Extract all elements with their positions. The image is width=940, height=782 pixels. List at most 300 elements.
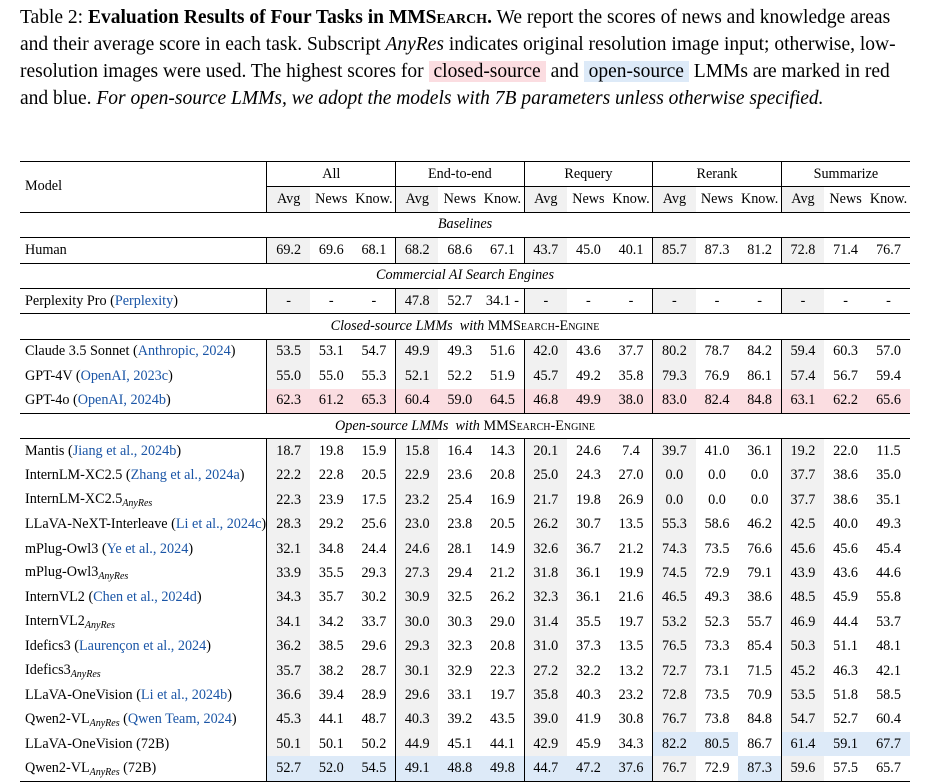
- table-row: [20, 364, 910, 388]
- table-row: [20, 732, 910, 756]
- score-cell: 45.7: [524, 364, 567, 388]
- subcol-header: Know.: [353, 187, 396, 212]
- score-cell: 80.5: [696, 732, 739, 756]
- model-name-text: Perplexity Pro: [25, 292, 107, 309]
- table-caption: [20, 4, 920, 112]
- model-name: [20, 659, 267, 683]
- score-cell: 53.2: [653, 610, 696, 634]
- score-cell: 78.7: [696, 339, 739, 364]
- score-cell: 40.0: [833, 516, 858, 533]
- model-header: Model: [20, 162, 267, 213]
- score-cell: 76.6: [747, 540, 773, 557]
- score-cell: 45.6: [781, 537, 824, 561]
- caption-text-3: and: [545, 61, 584, 82]
- score-cell: 38.2: [318, 662, 344, 679]
- model-name-text: Qwen2-VL: [25, 759, 90, 776]
- group-header-summarize: Summarize: [781, 162, 910, 187]
- model-name-text: LLaVA-OneVision: [25, 686, 133, 703]
- score-cell: 29.0: [490, 613, 515, 630]
- score-cell: 52.7: [833, 711, 858, 728]
- score-cell: 0.0: [653, 464, 696, 488]
- score-cell: 73.1: [704, 662, 730, 679]
- score-cell: 35.5: [318, 564, 344, 581]
- score-cell: 33.7: [361, 613, 387, 630]
- score-cell: 67.1: [481, 238, 524, 263]
- score-cell: 45.9: [833, 589, 858, 606]
- table-row: [20, 389, 910, 414]
- score-cell: 84.8: [747, 711, 773, 728]
- table-row: [20, 464, 910, 488]
- score-cell: 23.2: [618, 686, 644, 703]
- score-cell: 20.8: [490, 638, 515, 655]
- score-cell: 68.1: [353, 238, 396, 263]
- score-cell: 20.5: [490, 516, 515, 533]
- score-cell: 72.9: [696, 756, 739, 781]
- score-cell: 53.7: [876, 613, 901, 630]
- score-cell: 43.7: [524, 238, 567, 263]
- score-cell: 47.8: [396, 288, 439, 313]
- score-cell: 76.7: [653, 708, 696, 732]
- model-subscript: AnyRes: [84, 620, 115, 632]
- score-cell: 81.2: [738, 238, 781, 263]
- score-cell: 86.7: [747, 735, 773, 752]
- score-cell: 19.8: [310, 439, 353, 464]
- citation-link: Chen et al., 2024d: [93, 589, 197, 606]
- subcol-header: News: [824, 187, 867, 212]
- score-cell: 39.0: [524, 708, 567, 732]
- score-cell: 15.9: [353, 439, 396, 464]
- score-cell: 73.5: [704, 686, 730, 703]
- section-title-text: Closed-source LMMs: [330, 318, 453, 335]
- subcol-header: Avg: [524, 187, 567, 212]
- score-cell: 51.1: [833, 638, 858, 655]
- model-suffix: (72B): [119, 759, 157, 776]
- score-cell: 28.3: [267, 512, 310, 536]
- table-row: [20, 288, 910, 313]
- suffix-engine-sc: ngine: [568, 318, 600, 335]
- table-row: [20, 488, 910, 512]
- group-header-requery: Requery: [524, 162, 653, 187]
- score-cell: 34.8: [318, 540, 344, 557]
- score-cell: 11.5: [867, 439, 910, 464]
- score-cell: 55.0: [318, 367, 344, 384]
- score-cell: 33.1: [447, 686, 473, 703]
- score-cell: 23.2: [396, 488, 439, 512]
- score-cell: 27.2: [524, 659, 567, 683]
- score-cell: 38.5: [318, 638, 344, 655]
- model-name-text: LLaVA-OneVision (72B): [25, 735, 170, 752]
- score-cell: 35.5: [576, 613, 601, 630]
- score-cell: 79.1: [747, 564, 773, 581]
- score-cell: 43.9: [781, 561, 824, 585]
- score-cell: 32.9: [447, 662, 473, 679]
- score-cell: 38.6: [833, 467, 858, 484]
- score-cell: 34.3: [267, 586, 310, 610]
- score-cell: 45.0: [567, 238, 610, 263]
- score-cell: 68.2: [396, 238, 439, 263]
- model-name: $Qwen2-VL_{AnyRes}$ (Qwen Team, 2024): [25, 710, 237, 729]
- score-cell: 24.3: [576, 467, 601, 484]
- score-cell: 53.5: [267, 339, 310, 364]
- score-cell: 87.3: [738, 756, 781, 781]
- score-cell: 48.7: [361, 711, 387, 728]
- score-cell: 16.9: [490, 491, 515, 508]
- score-cell: 49.3: [876, 516, 901, 533]
- score-cell: -: [353, 288, 396, 313]
- model-name: Mantis (Jiang et al., 2024b): [20, 439, 267, 464]
- score-cell: 20.8: [490, 467, 515, 484]
- score-cell: 41.0: [696, 439, 739, 464]
- score-cell: 62.2: [824, 389, 867, 414]
- score-cell: 14.3: [481, 439, 524, 464]
- score-cell: 17.5: [361, 491, 387, 508]
- score-cell: -: [524, 288, 567, 313]
- score-cell: 51.9: [490, 367, 515, 384]
- score-cell: 55.3: [361, 367, 387, 384]
- score-cell: 18.7: [267, 439, 310, 464]
- subcol-header: Know.: [867, 187, 910, 212]
- score-cell: 31.8: [524, 561, 567, 585]
- score-cell: 34.1: [267, 610, 310, 634]
- score-cell: 72.8: [653, 683, 696, 707]
- score-cell: 15.8: [396, 439, 439, 464]
- score-cell: -: [824, 288, 867, 313]
- score-cell: 72.7: [653, 659, 696, 683]
- table-row: [20, 339, 910, 364]
- score-cell: 19.2: [781, 439, 824, 464]
- closed-source-highlight: closed-source: [429, 61, 546, 82]
- score-cell: 49.1: [396, 756, 439, 781]
- score-cell: 28.9: [361, 686, 387, 703]
- score-cell: 48.5: [781, 586, 824, 610]
- subcol-header: Avg: [396, 187, 439, 212]
- score-cell: -: [867, 288, 910, 313]
- score-cell: 35.1: [876, 491, 901, 508]
- score-cell: 74.5: [653, 561, 696, 585]
- score-cell: 0.0: [653, 488, 696, 512]
- model-name: GPT-4V (OpenAI, 2023c): [25, 367, 173, 384]
- model-subscript: AnyRes: [98, 571, 129, 583]
- score-cell: 30.2: [361, 589, 387, 606]
- subcol-header: Avg: [653, 187, 696, 212]
- score-cell: 42.9: [524, 732, 567, 756]
- score-cell: 49.2: [576, 367, 601, 384]
- model-name-text: LLaVA-NeXT-Interleave: [25, 516, 168, 533]
- score-cell: 31.4: [524, 610, 567, 634]
- score-cell: 55.0: [267, 364, 310, 388]
- score-cell: 46.9: [781, 610, 824, 634]
- score-cell: 53.1: [310, 339, 353, 364]
- score-cell: 50.1: [267, 732, 310, 756]
- score-cell: 52.1: [396, 364, 439, 388]
- score-cell: 59.4: [876, 367, 901, 384]
- score-cell: 54.5: [353, 756, 396, 781]
- model-name: [20, 488, 267, 512]
- score-cell: 49.8: [481, 756, 524, 781]
- score-cell: 22.0: [824, 439, 867, 464]
- subcol-header: Avg: [267, 187, 310, 212]
- score-cell: 62.3: [267, 389, 310, 414]
- table-row: [20, 238, 910, 263]
- score-cell: 80.2: [653, 339, 696, 364]
- score-cell: 25.6: [361, 516, 387, 533]
- score-cell: 37.7: [781, 488, 824, 512]
- model-name: [20, 756, 267, 781]
- score-cell: 21.2: [618, 540, 644, 557]
- score-cell: 74.3: [653, 537, 696, 561]
- citation-link: OpenAI, 2023c: [80, 367, 169, 384]
- score-cell: 35.0: [876, 467, 901, 484]
- score-cell: 0.0: [708, 491, 726, 508]
- score-cell: 44.6: [876, 564, 901, 581]
- score-cell: 22.9: [396, 464, 439, 488]
- score-cell: 45.6: [833, 540, 858, 557]
- score-cell: 30.0: [396, 610, 439, 634]
- model-name-text: GPT-4V: [25, 367, 73, 384]
- score-cell: 76.5: [653, 634, 696, 658]
- score-cell: 45.9: [576, 735, 601, 752]
- table-row: [20, 537, 910, 561]
- model-name: [20, 561, 267, 585]
- suffix-mms: MMS: [483, 417, 517, 434]
- subcol-header: Know.: [481, 187, 524, 212]
- score-cell: 65.3: [353, 389, 396, 414]
- score-cell: 57.0: [867, 339, 910, 364]
- score-cell: 71.4: [824, 238, 867, 263]
- score-cell: 50.2: [361, 735, 387, 752]
- score-cell: 13.5: [618, 638, 644, 655]
- score-cell: 28.1: [447, 540, 473, 557]
- score-cell: 45.1: [447, 735, 473, 752]
- table-row: [20, 659, 910, 683]
- table-row: [20, 561, 910, 585]
- score-cell: 69.6: [310, 238, 353, 263]
- score-cell: 85.7: [653, 238, 696, 263]
- score-cell: 52.0: [310, 756, 353, 781]
- score-cell: 58.5: [876, 686, 901, 703]
- model-name-text: InternVL2: [25, 589, 85, 606]
- model-name: mPlug-Owl3 (Ye et al., 2024): [25, 540, 194, 557]
- score-cell: 48.8: [438, 756, 481, 781]
- citation-link: Laurençon et al., 2024: [78, 638, 207, 655]
- citation-link: OpenAI, 2024b: [77, 392, 166, 409]
- score-cell: 38.6: [833, 491, 858, 508]
- score-cell: 21.6: [618, 589, 644, 606]
- section-title: [20, 263, 910, 288]
- score-cell: 84.2: [738, 339, 781, 364]
- model-name-text: Idefics3: [25, 638, 71, 655]
- score-cell: 7.4: [610, 439, 653, 464]
- model-name-text: InternLM-XC2.5: [25, 467, 123, 484]
- score-cell: 32.2: [576, 662, 601, 679]
- score-cell: 59.6: [781, 756, 824, 781]
- score-cell: 60.4: [396, 389, 439, 414]
- score-cell: 43.5: [490, 711, 515, 728]
- score-cell: 36.7: [576, 540, 601, 557]
- score-cell: 0.0: [750, 491, 769, 508]
- model-name-text: mPlug-Owl3: [25, 564, 99, 581]
- subcol-header: News: [438, 187, 481, 212]
- score-cell: 16.4: [438, 439, 481, 464]
- score-cell: 30.8: [618, 711, 644, 728]
- subcol-header: News: [696, 187, 739, 212]
- score-cell: 43.6: [833, 564, 858, 581]
- suffix-search: earch: [516, 417, 551, 434]
- score-cell: 30.3: [447, 613, 473, 630]
- section-title-text: Baselines: [437, 216, 493, 233]
- score-cell: 65.6: [867, 389, 910, 414]
- score-cell: 73.8: [704, 711, 730, 728]
- model-name-text: Mantis: [25, 442, 65, 459]
- score-cell: 83.0: [653, 389, 696, 414]
- score-cell: 25.0: [524, 464, 567, 488]
- score-cell: 32.1: [267, 537, 310, 561]
- score-cell: 38.0: [610, 389, 653, 414]
- score-cell: 57.4: [781, 364, 824, 388]
- score-cell: 67.7: [867, 732, 910, 756]
- score-cell: 23.6: [447, 467, 473, 484]
- score-cell: 72.8: [781, 238, 824, 263]
- model-name: [20, 732, 267, 756]
- section-title-text: Commercial AI Search Engines: [376, 267, 554, 284]
- score-cell: 55.7: [747, 613, 773, 630]
- score-cell: 64.5: [481, 389, 524, 414]
- score-cell: 28.7: [361, 662, 387, 679]
- score-cell: 49.3: [704, 589, 730, 606]
- score-cell: 22.3: [490, 662, 515, 679]
- model-name: InternVL2 (Chen et al., 2024d): [25, 589, 202, 606]
- score-cell: 70.9: [747, 686, 773, 703]
- model-subscript: AnyRes: [89, 717, 120, 729]
- caption-text-2: indicates original resolution image input; otherwise, low-resolution images were used. The highest scores for: [20, 34, 896, 82]
- score-cell: 29.4: [447, 564, 473, 581]
- group-header-rerank: Rerank: [653, 162, 782, 187]
- score-cell: 13.5: [618, 516, 644, 533]
- score-cell: 0.0: [708, 467, 726, 484]
- section-title-suffix: [460, 318, 600, 334]
- score-cell: 36.2: [267, 634, 310, 658]
- score-cell: 22.3: [267, 488, 310, 512]
- score-cell: 45.4: [876, 540, 901, 557]
- score-cell: 61.2: [310, 389, 353, 414]
- score-cell: 32.6: [524, 537, 567, 561]
- model-name: Idefics3 (Laurençon et al., 2024): [25, 638, 211, 655]
- section-title-text: Open-source LMMs: [335, 417, 449, 434]
- open-source-highlight: open-source: [584, 61, 689, 82]
- score-cell: 45.3: [267, 708, 310, 732]
- score-cell: 26.2: [490, 589, 515, 606]
- score-cell: 73.3: [704, 638, 730, 655]
- score-cell: 26.9: [618, 491, 644, 508]
- score-cell: 47.2: [567, 756, 610, 781]
- model-name-text: mPlug-Owl3: [25, 540, 99, 557]
- score-cell: 46.3: [833, 662, 858, 679]
- score-cell: 59.0: [438, 389, 481, 414]
- suffix-engine: -E: [550, 417, 564, 434]
- model-subscript: AnyRes: [89, 766, 120, 778]
- model-name: [20, 610, 267, 634]
- score-cell: 69.2: [267, 238, 310, 263]
- score-cell: 39.4: [318, 686, 344, 703]
- citation-link: Jiang et al., 2024b: [72, 442, 177, 459]
- score-cell: 57.5: [824, 756, 867, 781]
- citation-link: Anthropic, 2024: [137, 343, 231, 360]
- score-cell: 87.3: [696, 238, 739, 263]
- caption-text-1: We report the scores of news and knowledge areas and their average score in each task. Subscript: [20, 7, 891, 55]
- suffix-mms: MMS: [487, 318, 521, 335]
- score-cell: 34.3: [618, 735, 644, 752]
- score-cell: -: [781, 288, 824, 313]
- suffix-with: with: [459, 318, 488, 335]
- score-cell: 82.2: [653, 732, 696, 756]
- score-cell: 29.2: [318, 516, 344, 533]
- score-cell: 37.7: [610, 339, 653, 364]
- score-cell: 61.4: [781, 732, 824, 756]
- score-cell: 49.9: [396, 339, 439, 364]
- score-cell: 49.3: [438, 339, 481, 364]
- score-cell: 29.3: [361, 564, 387, 581]
- score-cell: 56.7: [833, 367, 858, 384]
- score-cell: 71.5: [747, 662, 773, 679]
- score-cell: 46.2: [747, 516, 773, 533]
- suffix-search: earch: [520, 318, 555, 335]
- score-cell: 45.2: [781, 659, 824, 683]
- score-cell: -: [738, 288, 781, 313]
- score-cell: 84.8: [738, 389, 781, 414]
- caption-label: Table 2:: [20, 7, 84, 28]
- table-row: [20, 610, 910, 634]
- model-name: GPT-4o (OpenAI, 2024b): [25, 392, 171, 409]
- score-cell: 49.9: [567, 389, 610, 414]
- score-cell: 23.0: [396, 512, 439, 536]
- section-title: [20, 314, 910, 339]
- score-cell: 44.4: [833, 613, 858, 630]
- section-title-suffix: [455, 418, 595, 434]
- score-cell: 36.1: [576, 589, 601, 606]
- caption-text-4: LMMs are marked in red and blue.: [20, 61, 890, 109]
- score-cell: 60.3: [824, 339, 867, 364]
- score-cell: 19.9: [618, 564, 644, 581]
- score-cell: 30.1: [396, 659, 439, 683]
- score-cell: 37.3: [576, 638, 601, 655]
- score-cell: 52.7: [438, 288, 481, 313]
- score-cell: 54.7: [353, 339, 396, 364]
- score-cell: 24.6: [567, 439, 610, 464]
- score-cell: 40.3: [576, 686, 601, 703]
- score-cell: 24.4: [361, 540, 387, 557]
- model-name-text: Claude 3.5 Sonnet: [25, 343, 130, 360]
- model-subscript: AnyRes: [122, 498, 153, 510]
- score-cell: 20.5: [361, 467, 387, 484]
- model-name-text: GPT-4o: [25, 392, 70, 409]
- score-cell: 20.1: [524, 439, 567, 464]
- score-cell: 21.2: [490, 564, 515, 581]
- score-cell: 86.1: [747, 367, 773, 384]
- score-cell: 38.6: [747, 589, 773, 606]
- model-name-text: Qwen2-VL: [25, 710, 90, 727]
- score-cell: 51.8: [833, 686, 858, 703]
- score-cell: 63.1: [781, 389, 824, 414]
- caption-title: Evaluation Results of Four Tasks in MMSearch.: [87, 7, 492, 28]
- score-cell: 29.6: [396, 683, 439, 707]
- citation-link: Li et al., 2024c: [175, 516, 262, 533]
- score-cell: 85.4: [747, 638, 773, 655]
- model-subscript: AnyRes: [70, 669, 101, 680]
- citation-link: Li et al., 2024b: [140, 686, 228, 703]
- model-name: InternLM-XC2.5 (Zhang et al., 2024a): [25, 467, 245, 484]
- group-header-endtoend: End-to-end: [396, 162, 525, 187]
- score-cell: 59.4: [781, 339, 824, 364]
